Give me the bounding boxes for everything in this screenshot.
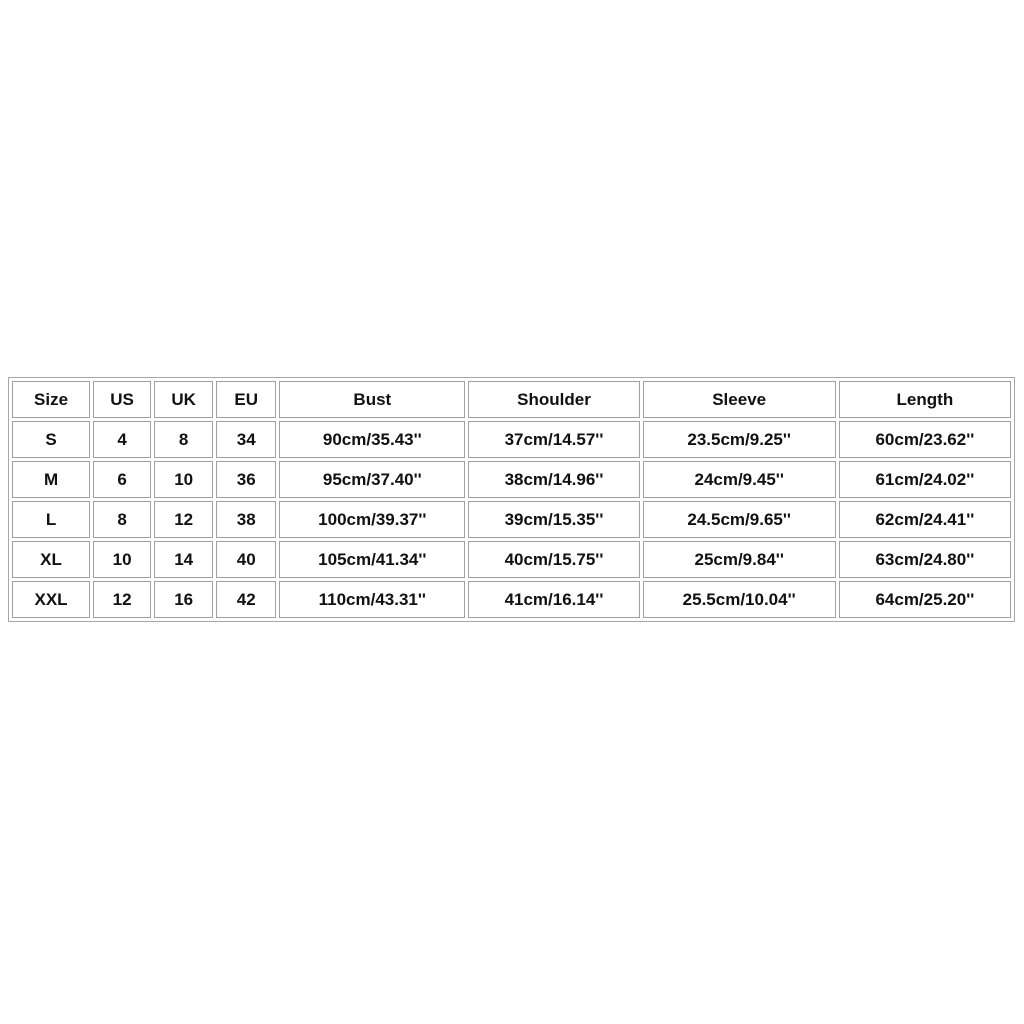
- cell-size: L: [12, 501, 90, 538]
- cell-size: M: [12, 461, 90, 498]
- cell-sleeve: 25cm/9.84'': [643, 541, 836, 578]
- cell-eu: 38: [216, 501, 276, 538]
- cell-eu: 42: [216, 581, 276, 618]
- cell-uk: 8: [154, 421, 213, 458]
- header-cell-sleeve: Sleeve: [643, 381, 836, 418]
- header-cell-size: Size: [12, 381, 90, 418]
- header-cell-bust: Bust: [279, 381, 465, 418]
- cell-eu: 36: [216, 461, 276, 498]
- cell-bust: 105cm/41.34'': [279, 541, 465, 578]
- table-row: [12, 421, 1011, 458]
- cell-length: 64cm/25.20'': [839, 581, 1011, 618]
- cell-eu: 40: [216, 541, 276, 578]
- header-cell-uk: UK: [154, 381, 213, 418]
- table-row: [12, 501, 1011, 538]
- cell-sleeve: 25.5cm/10.04'': [643, 581, 836, 618]
- cell-us: 6: [93, 461, 151, 498]
- cell-bust: 95cm/37.40'': [279, 461, 465, 498]
- cell-us: 8: [93, 501, 151, 538]
- cell-uk: 16: [154, 581, 213, 618]
- cell-bust: 90cm/35.43'': [279, 421, 465, 458]
- cell-length: 63cm/24.80'': [839, 541, 1011, 578]
- header-cell-us: US: [93, 381, 151, 418]
- cell-sleeve: 24.5cm/9.65'': [643, 501, 836, 538]
- table-header-row: [12, 381, 1011, 418]
- cell-sleeve: 24cm/9.45'': [643, 461, 836, 498]
- size-chart-table: [8, 377, 1015, 622]
- cell-shoulder: 40cm/15.75'': [468, 541, 639, 578]
- cell-us: 10: [93, 541, 151, 578]
- header-cell-eu: EU: [216, 381, 276, 418]
- cell-size: XXL: [12, 581, 90, 618]
- table-row: [12, 581, 1011, 618]
- table-row: [12, 541, 1011, 578]
- cell-length: 62cm/24.41'': [839, 501, 1011, 538]
- header-cell-length: Length: [839, 381, 1011, 418]
- cell-size: XL: [12, 541, 90, 578]
- cell-sleeve: 23.5cm/9.25'': [643, 421, 836, 458]
- header-cell-shoulder: Shoulder: [468, 381, 639, 418]
- cell-length: 61cm/24.02'': [839, 461, 1011, 498]
- cell-uk: 12: [154, 501, 213, 538]
- cell-shoulder: 41cm/16.14'': [468, 581, 639, 618]
- cell-shoulder: 38cm/14.96'': [468, 461, 639, 498]
- cell-shoulder: 37cm/14.57'': [468, 421, 639, 458]
- cell-us: 12: [93, 581, 151, 618]
- cell-uk: 10: [154, 461, 213, 498]
- cell-length: 60cm/23.62'': [839, 421, 1011, 458]
- cell-uk: 14: [154, 541, 213, 578]
- cell-size: S: [12, 421, 90, 458]
- cell-us: 4: [93, 421, 151, 458]
- cell-eu: 34: [216, 421, 276, 458]
- table-row: [12, 461, 1011, 498]
- cell-shoulder: 39cm/15.35'': [468, 501, 639, 538]
- cell-bust: 110cm/43.31'': [279, 581, 465, 618]
- cell-bust: 100cm/39.37'': [279, 501, 465, 538]
